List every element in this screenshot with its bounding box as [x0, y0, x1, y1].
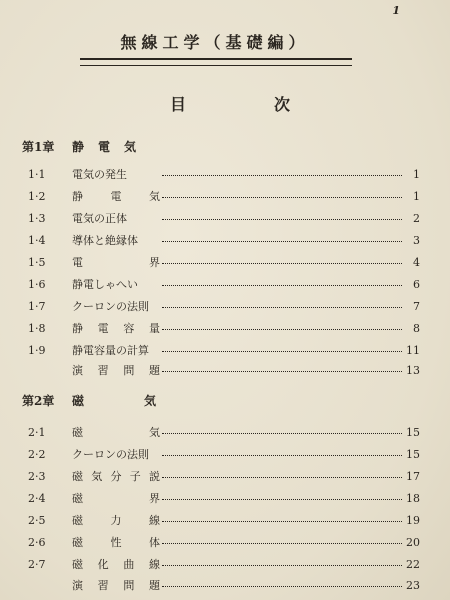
chapter-heading: [22, 392, 216, 409]
toc-entry[interactable]: [28, 424, 420, 442]
section-number: 2·3: [28, 470, 46, 483]
dot-leader: [162, 262, 402, 264]
section-number: 1·2: [28, 190, 46, 203]
page-ref: 2: [413, 212, 420, 225]
toc-entry[interactable]: [28, 490, 420, 508]
section-number: 1·4: [28, 234, 46, 247]
toc-entry[interactable]: [28, 276, 420, 294]
toc-entry[interactable]: [28, 512, 420, 530]
section-title: 磁 化 曲 線: [72, 558, 160, 571]
toc-entry[interactable]: [28, 188, 420, 206]
dot-leader: [162, 218, 402, 220]
toc-heading-char-1: 目: [170, 95, 187, 114]
page-ref: 1: [413, 168, 420, 181]
toc-entry[interactable]: [28, 232, 420, 250]
toc-entry[interactable]: [28, 254, 420, 272]
section-title: 静電しゃへい: [72, 278, 138, 291]
toc-entry[interactable]: [28, 342, 420, 360]
section-title: 静 電 気: [72, 190, 160, 203]
dot-leader: [162, 350, 402, 352]
page-number: 1: [392, 4, 400, 17]
page-ref: 4: [413, 256, 420, 269]
dot-leader: [162, 476, 402, 478]
dot-leader: [162, 306, 402, 308]
page-ref: 20: [406, 536, 420, 549]
page-ref: 11: [406, 344, 420, 357]
section-number: 1·7: [28, 300, 46, 313]
section-number: 1·5: [28, 256, 46, 269]
page-ref: 23: [406, 579, 420, 592]
dot-leader: [162, 240, 402, 242]
section-title: 演 習 問 題: [72, 579, 160, 592]
toc-entry[interactable]: [28, 320, 420, 338]
page-ref: 15: [406, 426, 420, 439]
section-title: 磁 界: [72, 492, 160, 505]
section-title: 磁 気 分 子 説: [72, 470, 160, 483]
toc-entry[interactable]: [28, 556, 420, 574]
page-ref: 7: [413, 300, 420, 313]
section-number: 2·4: [28, 492, 46, 505]
chapter-title: 磁気: [72, 394, 217, 408]
section-number: 2·5: [28, 514, 46, 527]
dot-leader: [162, 454, 402, 456]
chapter-number: 第2章: [22, 394, 55, 408]
section-title: 磁 気: [72, 426, 160, 439]
dot-leader: [162, 328, 402, 330]
page-ref: 17: [406, 470, 420, 483]
page-ref: 1: [413, 190, 420, 203]
page-ref: 3: [413, 234, 420, 247]
toc-entry[interactable]: [28, 534, 420, 552]
section-number: 2·6: [28, 536, 46, 549]
section-title: 導体と絶縁体: [72, 234, 138, 247]
dot-leader: [162, 498, 402, 500]
page-ref: 19: [406, 514, 420, 527]
toc-entry[interactable]: [28, 577, 420, 595]
section-title: 演 習 問 題: [72, 364, 160, 377]
dot-leader: [162, 196, 402, 198]
toc-heading: [170, 92, 290, 115]
dot-leader: [162, 284, 402, 286]
section-number: 1·3: [28, 212, 46, 225]
toc-entry[interactable]: [28, 446, 420, 464]
dot-leader: [162, 564, 402, 566]
book-title: 無線工学（基礎編）: [120, 33, 310, 52]
section-title: 磁 力 線: [72, 514, 160, 527]
page-ref: 15: [406, 448, 420, 461]
toc-entry[interactable]: [28, 362, 420, 380]
section-number: 1·1: [28, 168, 46, 181]
section-number: 1·8: [28, 322, 46, 335]
section-number: 1·6: [28, 278, 46, 291]
dot-leader: [162, 542, 402, 544]
dot-leader: [162, 520, 402, 522]
section-number: 1·9: [28, 344, 46, 357]
title-underline: [80, 58, 352, 66]
section-number: 2·1: [28, 426, 46, 439]
page-ref: 18: [406, 492, 420, 505]
section-title: 静電容量の計算: [72, 344, 149, 357]
dot-leader: [162, 585, 402, 587]
section-title: 磁 性 体: [72, 536, 160, 549]
page-ref: 22: [406, 558, 420, 571]
section-number: 2·2: [28, 448, 46, 461]
dot-leader: [162, 370, 402, 372]
page-ref: 8: [413, 322, 420, 335]
toc-entry[interactable]: [28, 298, 420, 316]
section-title: 静 電 容 量: [72, 322, 160, 335]
toc-heading-char-2: 次: [273, 95, 290, 114]
section-number: 2·7: [28, 558, 46, 571]
section-title: クーロンの法則: [72, 300, 149, 313]
dot-leader: [162, 174, 402, 176]
page-ref: 13: [406, 364, 420, 377]
section-title: 電気の発生: [72, 168, 127, 181]
toc-entry[interactable]: [28, 210, 420, 228]
toc-entry[interactable]: [28, 166, 420, 184]
section-title: 電 界: [72, 256, 160, 269]
page-ref: 6: [413, 278, 420, 291]
section-title: クーロンの法則: [72, 448, 149, 461]
chapter-heading: [22, 138, 150, 155]
toc-entry[interactable]: [28, 468, 420, 486]
chapter-title: 静電気: [72, 140, 151, 154]
section-title: 電気の正体: [72, 212, 127, 225]
dot-leader: [162, 432, 402, 434]
chapter-number: 第1章: [22, 140, 55, 154]
